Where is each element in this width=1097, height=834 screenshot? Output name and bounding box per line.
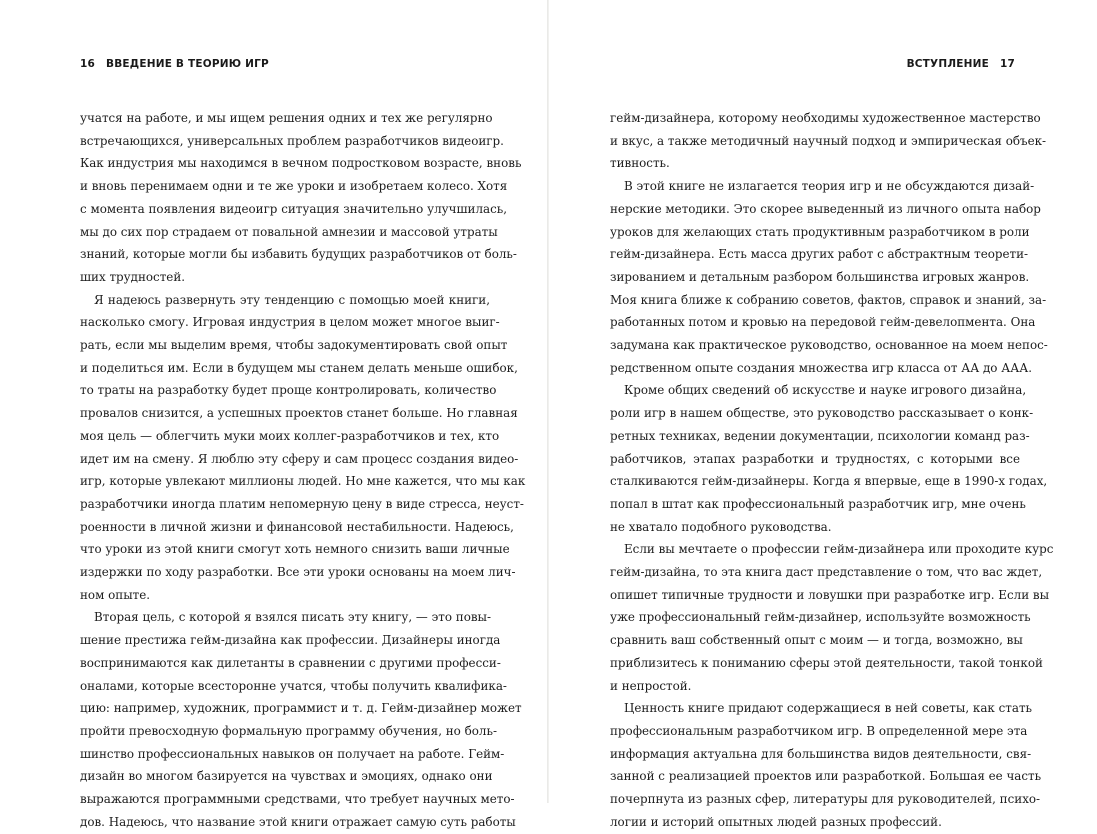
- paragraph: [80, 606, 522, 833]
- text-line: логии и историй опытных людей разных профессий.: [610, 814, 942, 829]
- text-line: нерские методики. Это скорее выведенный из личного опыта набор: [610, 201, 1041, 216]
- text-line: учатся на работе, и мы ищем решения одних и тех же регулярно: [80, 111, 493, 125]
- text-line: сравнить ваш собственный опыт с моим — и тогда, возможно, вы: [610, 633, 1023, 648]
- text-line: Как индустрия мы находимся в вечном подростковом возрасте, вновь: [80, 156, 522, 171]
- right-page: [549, 0, 1097, 829]
- paragraph: [610, 175, 1048, 379]
- left-page-body: [80, 107, 526, 834]
- right-page-number: 17: [999, 58, 1015, 70]
- text-line: провалов снизится, а успешных проектов станет больше. Но главная: [80, 406, 518, 421]
- text-line: тивность.: [610, 156, 670, 171]
- text-line: с момента появления видеоигр ситуация значительно улучшилась,: [80, 201, 508, 216]
- text-line: гейм-дизайнера. Есть масса других работ с абстрактным теорети-: [610, 247, 1029, 262]
- text-line: дизайн во многом базируется на чувствах и эмоциях, однако они: [80, 769, 493, 784]
- text-line: оналами, которые всесторонне учатся, чтобы получить квалифика-: [80, 678, 507, 693]
- text-line: профессиональным разработчиком игр. В определенной мере эта: [610, 723, 1028, 738]
- text-line: и вкус, а также методичный научный подход и эмпирическая объек-: [610, 133, 1047, 148]
- text-line: роли игр в нашем обществе, это руководство рассказывает о конк-: [610, 406, 1034, 421]
- text-line: моя цель — облегчить муки моих коллег-разработчиков и тех, кто: [80, 428, 500, 443]
- paragraph: [80, 107, 522, 289]
- text-line: работанных потом и кровью на передовой гейм-девелопмента. Она: [610, 315, 1036, 330]
- right-running-head-title: ВСТУПЛЕНИЕ: [906, 58, 989, 70]
- text-line: приблизитесь к пониманию сферы этой деятельности, такой тонкой: [610, 655, 1043, 670]
- right-page-body: [610, 107, 1054, 834]
- paragraph: [610, 107, 1047, 175]
- paragraph: [610, 697, 1042, 833]
- text-line: информация актуальна для большинства видов деятельности, свя-: [610, 746, 1032, 761]
- text-line: встречающихся, универсальных проблем разработчиков видеоигр.: [80, 133, 504, 148]
- paragraph: [610, 379, 1048, 538]
- text-line: что уроки из этой книги смогут хоть немного снизить ваши личные: [80, 542, 510, 557]
- paragraph: [80, 289, 526, 607]
- text-line: Ценность книге придают содержащиеся в ней советы, как стать: [624, 701, 1032, 716]
- paragraph: [610, 538, 1054, 697]
- left-running-head-title: ВВЕДЕНИЕ В ТЕОРИЮ ИГР: [106, 58, 269, 70]
- text-line: уроков для желающих стать продуктивным разработчиком в роли: [610, 224, 1030, 239]
- text-line: рать, если мы выделим время, чтобы задокументировать свой опыт: [80, 338, 508, 353]
- text-line: редственном опыте создания множества игр класса от АА до ААА.: [610, 360, 1033, 375]
- text-line: воспринимаются как дилетанты в сравнении с другими професси-: [80, 655, 501, 670]
- text-line: попал в штат как профессиональный разработчик игр, мне очень: [610, 496, 1026, 511]
- right-running-head: [907, 58, 1015, 70]
- left-page: [0, 0, 548, 829]
- text-line: работчиков, этапах разработки и трудностях, с которыми все: [610, 451, 1020, 466]
- text-line: гейм-дизайнера, которому необходимы художественное мастерство: [610, 111, 1041, 125]
- text-line: знаний, которые могли бы избавить будущих разработчиков от боль-: [80, 247, 517, 262]
- text-line: ших трудностей.: [80, 269, 186, 284]
- text-line: зированием и детальным разбором большинства игровых жанров.: [610, 269, 1030, 284]
- text-line: издержки по ходу разработки. Все эти уроки основаны на моем лич-: [80, 565, 516, 580]
- text-line: то траты на разработку будет проще контролировать, количество: [80, 383, 497, 398]
- text-line: сталкиваются гейм-дизайнеры. Когда я впервые, еще в 1990-х годах,: [610, 474, 1048, 489]
- text-line: шение престижа гейм-дизайна как профессии. Дизайнеры иногда: [80, 633, 501, 648]
- text-line: и непростой.: [610, 678, 692, 693]
- text-line: Моя книга ближе к собранию советов, фактов, справок и знаний, за-: [610, 292, 1047, 307]
- text-line: Кроме общих сведений об искусстве и науке игрового дизайна,: [624, 383, 1027, 398]
- text-line: мы до сих пор страдаем от повальной амнезии и массовой утраты: [80, 224, 498, 239]
- text-line: Я надеюсь развернуть эту тенденцию с помощью моей книги,: [94, 292, 490, 307]
- text-line: идет им на смену. Я люблю эту сферу и сам процесс создания видео-: [80, 451, 519, 466]
- text-line: опишет типичные трудности и ловушки при разработке игр. Если вы: [610, 587, 1050, 602]
- text-line: шинство профессиональных навыков он получает на работе. Гейм-: [80, 746, 505, 761]
- text-line: Если вы мечтаете о профессии гейм-дизайнера или проходите курс: [624, 542, 1054, 557]
- text-line: занной с реализацией проектов или разработкой. Большая ее часть: [610, 769, 1042, 784]
- text-line: не хватало подобного руководства.: [610, 519, 832, 534]
- text-line: задумана как практическое руководство, основанное на моем непос-: [610, 338, 1048, 353]
- text-line: Вторая цель, с которой я взялся писать эту книгу, — это повы-: [94, 610, 492, 625]
- text-line: ном опыте.: [80, 587, 151, 602]
- text-line: цию: например, художник, программист и т. д. Гейм-дизайнер может: [80, 701, 522, 716]
- text-line: роенности в личной жизни и финансовой нестабильности. Надеюсь,: [80, 519, 514, 534]
- text-line: и поделиться им. Если в будущем мы станем делать меньше ошибок,: [80, 360, 518, 375]
- text-line: ретных техниках, ведении документации, психологии команд раз-: [610, 428, 1030, 443]
- text-line: насколько смогу. Игровая индустрия в целом может многое выиг-: [80, 315, 500, 330]
- text-line: уже профессиональный гейм-дизайнер, используйте возможность: [610, 610, 1031, 625]
- text-line: и вновь перенимаем одни и те же уроки и изобретаем колесо. Хотя: [80, 179, 508, 194]
- text-line: почерпнута из разных сфер, литературы для руководителей, психо-: [610, 792, 1041, 807]
- text-line: игр, которые увлекают миллионы людей. Но мне кажется, что мы как: [80, 474, 526, 489]
- text-line: гейм-дизайна, то эта книга даст представление о том, что вас ждет,: [610, 565, 1043, 580]
- text-line: выражаются программными средствами, что требует научных мето-: [80, 792, 515, 807]
- left-page-number: 16: [80, 58, 96, 70]
- text-line: дов. Надеюсь, что название этой книги отражает самую суть работы: [80, 814, 516, 829]
- text-line: разработчики иногда платим непомерную цену в виде стресса, неуст-: [80, 496, 524, 511]
- text-line: пройти превосходную формальную программу обучения, но боль-: [80, 723, 497, 738]
- left-running-head: [80, 58, 269, 70]
- text-line: В этой книге не излагается теория игр и не обсуждаются дизай-: [624, 179, 1035, 194]
